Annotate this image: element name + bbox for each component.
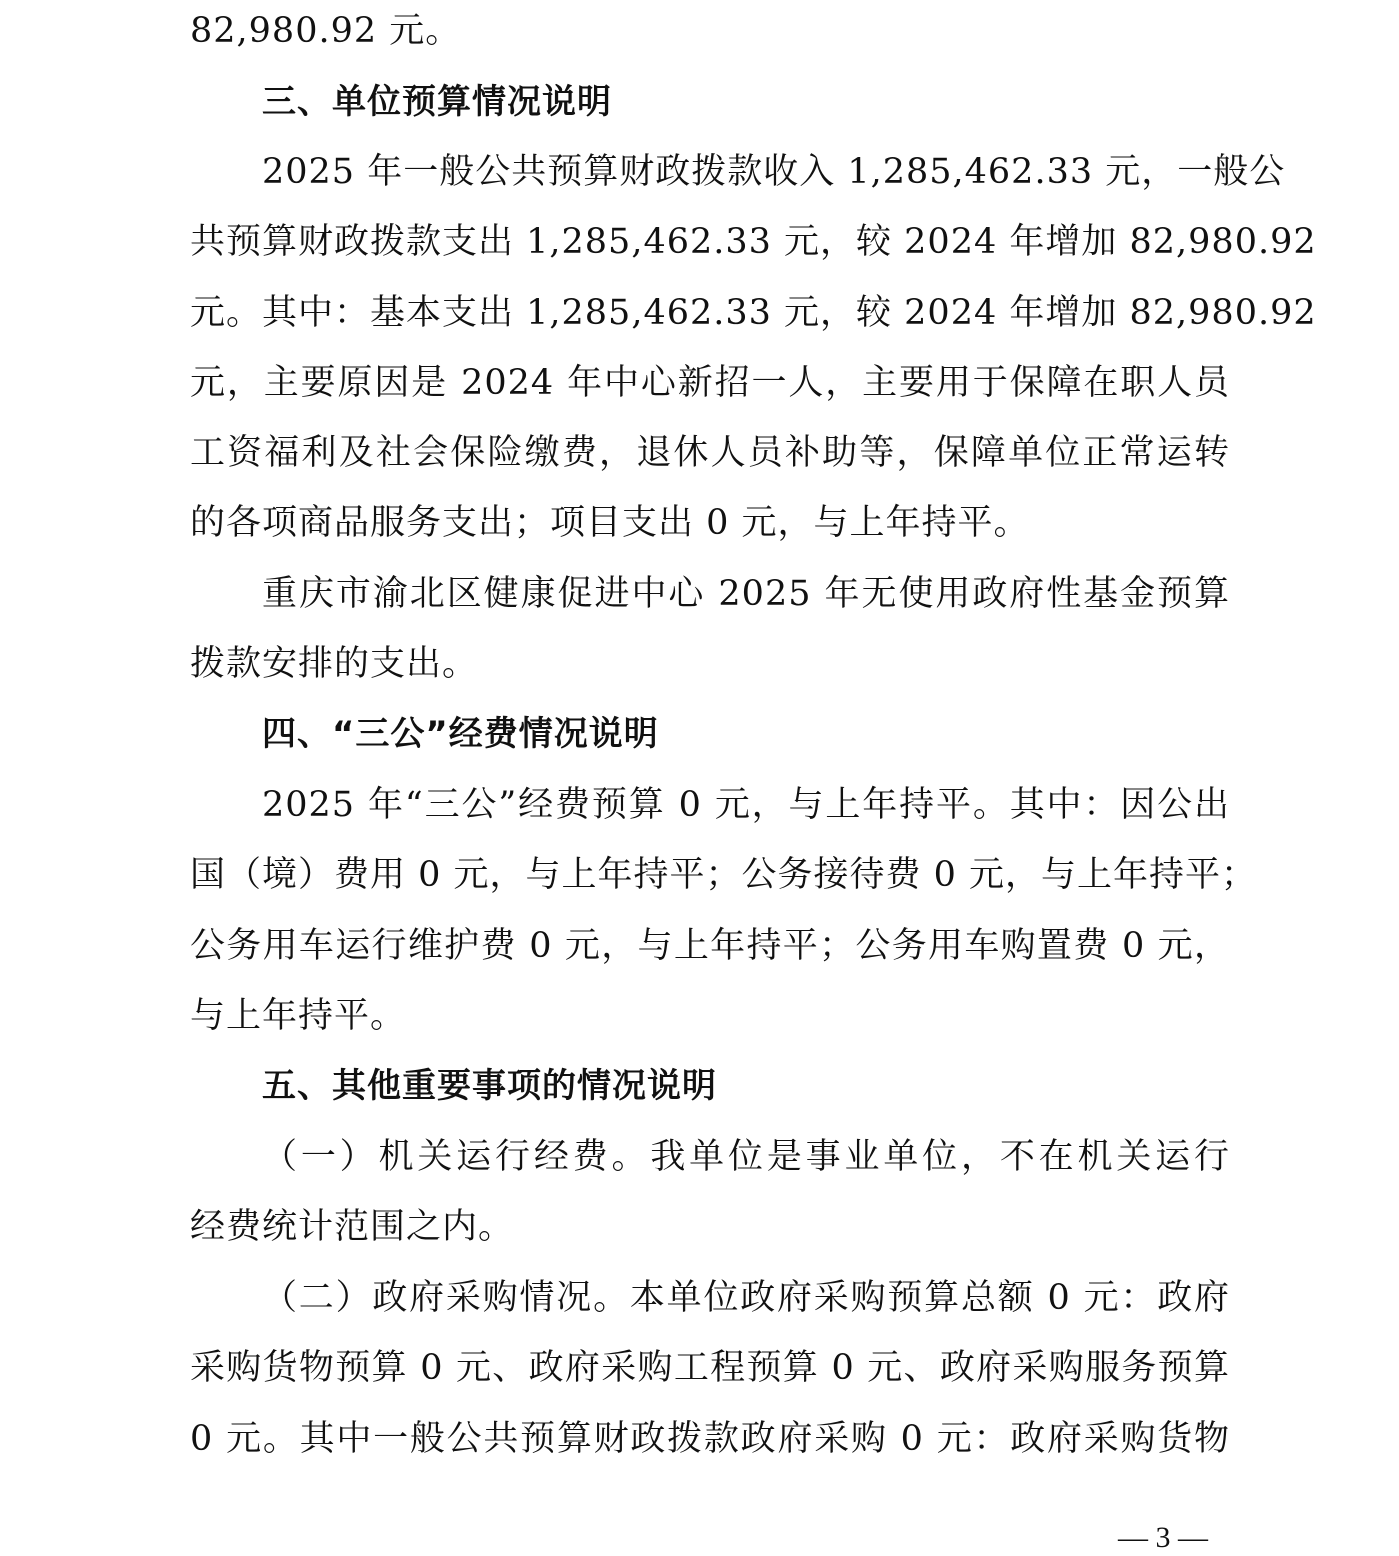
paragraph-line: 公务用车运行维护费 0 元，与上年持平；公务用车购置费 0 元， xyxy=(190,926,1230,966)
paragraph-line: 与上年持平。 xyxy=(190,996,407,1036)
paragraph-line: 2025 年一般公共预算财政拨款收入 1,285,462.33 元，一般公 xyxy=(262,152,1286,192)
paragraph-line: 2025 年“三公”经费预算 0 元，与上年持平。其中：因公出 xyxy=(262,785,1230,825)
paragraph-line: 工资福利及社会保险缴费，退休人员补助等，保障单位正常运转 xyxy=(190,433,1230,473)
paragraph-line: （一）机关运行经费。我单位是事业单位，不在机关运行 xyxy=(262,1137,1230,1177)
paragraph-line: 0 元。其中一般公共预算财政拨款政府采购 0 元：政府采购货物 xyxy=(190,1419,1230,1459)
paragraph-line: 重庆市渝北区健康促进中心 2025 年无使用政府性基金预算 xyxy=(262,574,1230,614)
page-number: — 3 — xyxy=(1118,1521,1208,1554)
section-heading-other-matters: 五、其他重要事项的情况说明 xyxy=(262,1066,717,1106)
paragraph-line: 的各项商品服务支出；项目支出 0 元，与上年持平。 xyxy=(190,503,1030,543)
continued-text-line: 82,980.92 元。 xyxy=(190,11,462,51)
section-heading-three-public-funds: 四、“三公”经费情况说明 xyxy=(262,714,659,754)
section-heading-unit-budget: 三、单位预算情况说明 xyxy=(262,82,612,122)
paragraph-line: 经费统计范围之内。 xyxy=(190,1207,515,1247)
paragraph-line: 采购货物预算 0 元、政府采购工程预算 0 元、政府采购服务预算 xyxy=(190,1348,1230,1388)
paragraph-line: 元。其中：基本支出 1,285,462.33 元，较 2024 年增加 82,980.92 xyxy=(190,293,1317,333)
paragraph-line: 共预算财政拨款支出 1,285,462.33 元，较 2024 年增加 82,980.92 xyxy=(190,222,1317,262)
paragraph-line: 国（境）费用 0 元，与上年持平；公务接待费 0 元，与上年持平； xyxy=(190,855,1258,895)
paragraph-line: （二）政府采购情况。本单位政府采购预算总额 0 元：政府 xyxy=(262,1278,1230,1318)
paragraph-line: 拨款安排的支出。 xyxy=(190,644,479,684)
paragraph-line: 元，主要原因是 2024 年中心新招一人，主要用于保障在职人员 xyxy=(190,363,1230,403)
